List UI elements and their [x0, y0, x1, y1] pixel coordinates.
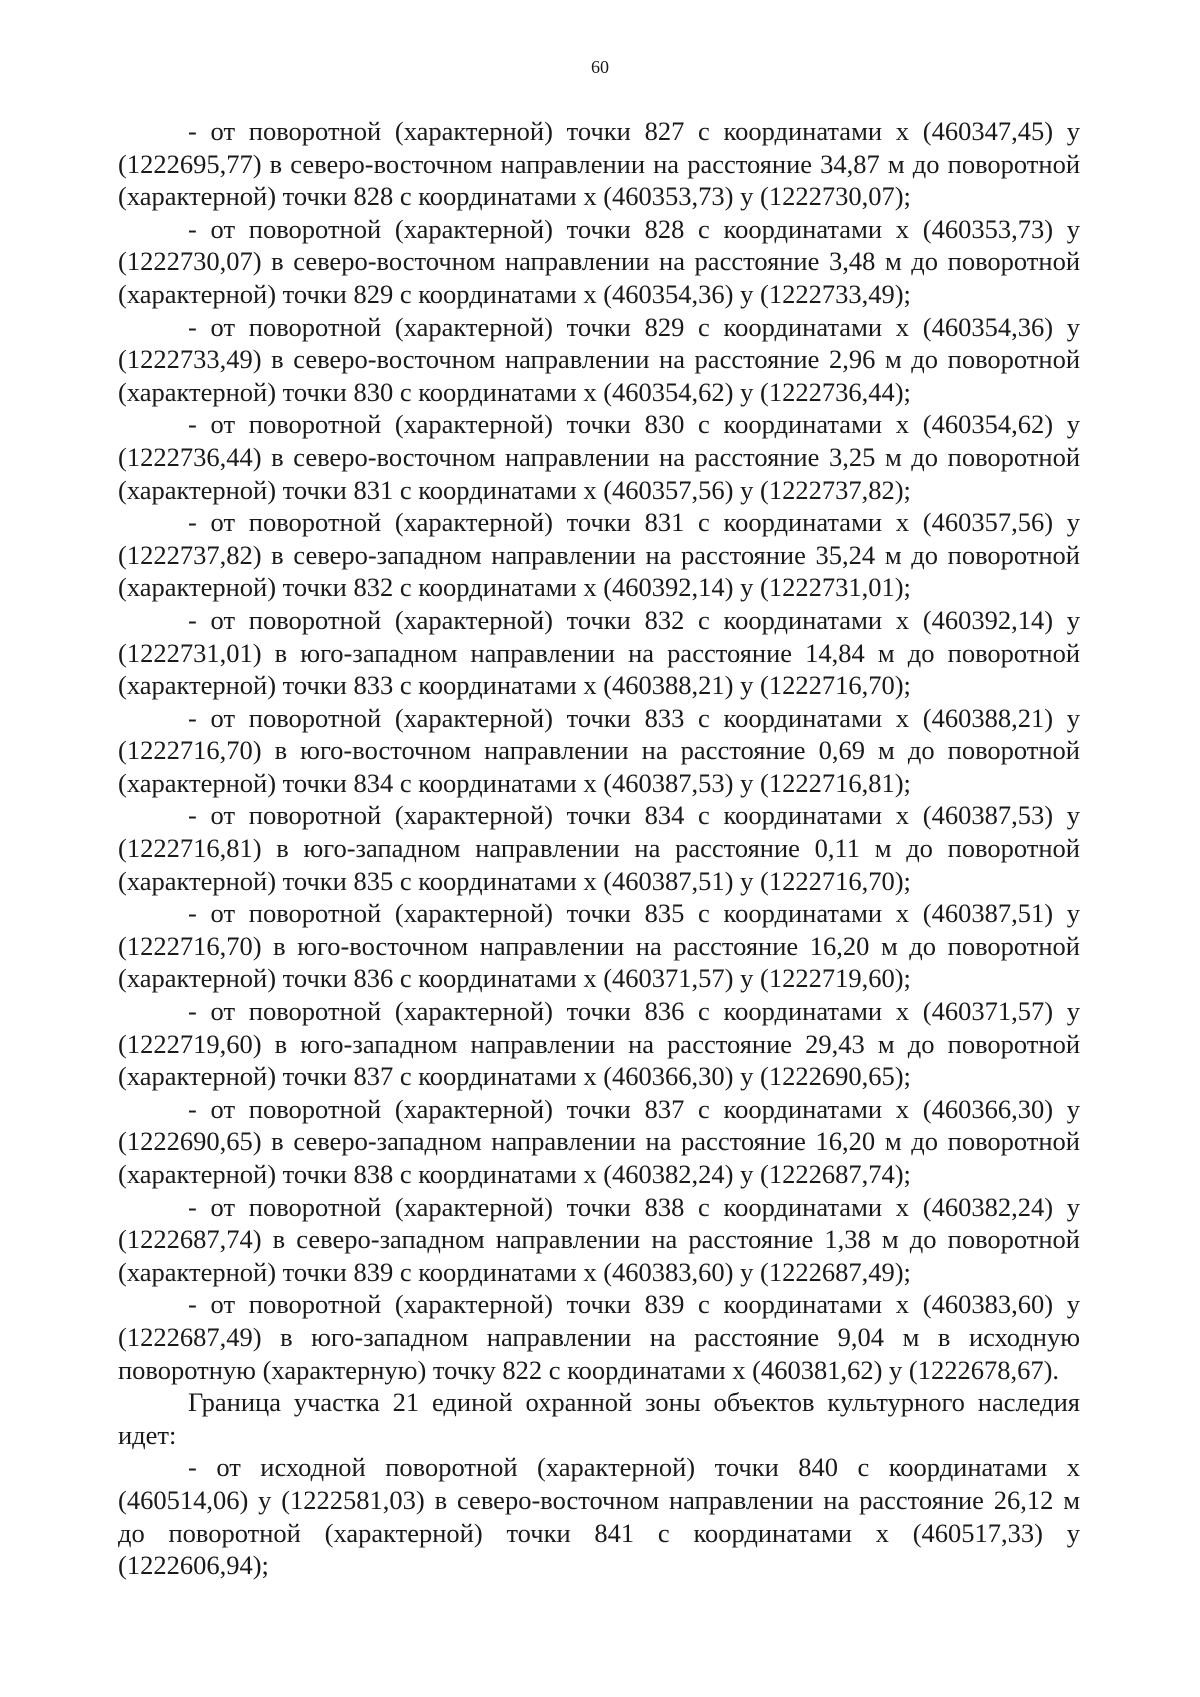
paragraph-boundary-837-838: - от поворотной (характерной) точки 837 с координатами х (460366,30) у (1222690,65) в северо-западном направлении на расстояние 16,20 м до поворотной (характерной) точки 838 с координатами х (460382,24) у (1222687,74);: [118, 1093, 1080, 1189]
paragraph-boundary-833-834: - от поворотной (характерной) точки 833 с координатами х (460388,21) у (1222716,70) в юго-восточном направлении на расстояние 0,69 м до поворотной (характерной) точки 834 с координатами х (460387,53) у (1222716,81);: [118, 702, 1080, 798]
paragraph-boundary-835-836: - от поворотной (характерной) точки 835 с координатами х (460387,51) у (1222716,70) в юго-восточном направлении на расстояние 16,20 м до поворотной (характерной) точки 836 с координатами х (460371,57) у (1222719,60);: [118, 898, 1080, 994]
paragraph-section-heading: Граница участка 21 единой охранной зоны объектов культурного наследия идет:: [118, 1387, 1080, 1450]
paragraph-boundary-830-831: - от поворотной (характерной) точки 830 с координатами х (460354,62) у (1222736,44) в северо-восточном направлении на расстояние 3,25 м до поворотной (характерной) точки 831 с координатами х (460357,56) у (1222737,82);: [118, 409, 1080, 505]
paragraph-boundary-838-839: - от поворотной (характерной) точки 838 с координатами х (460382,24) у (1222687,74) в северо-западном направлении на расстояние 1,38 м до поворотной (характерной) точки 839 с координатами х (460383,60) у (1222687,49);: [118, 1191, 1080, 1287]
paragraph-boundary-829-830: - от поворотной (характерной) точки 829 с координатами х (460354,36) у (1222733,49) в северо-восточном направлении на расстояние 2,96 м до поворотной (характерной) точки 830 с координатами х (460354,62) у (1222736,44);: [118, 311, 1080, 407]
paragraph-boundary-839-822: - от поворотной (характерной) точки 839 с координатами х (460383,60) у (1222687,49) в юго-западном направлении на расстояние 9,04 м в исходную поворотную (характерную) точку 822 с координатами х (460381,62) у (1222678,67).: [118, 1289, 1080, 1385]
paragraph-boundary-840-841: - от исходной поворотной (характерной) точки 840 с координатами х (460514,06) у (1222581,03) в северо-восточном направлении на расстояние 26,12 м до поворотной (характерной) точки 841 с координатами х (460517,33) у (1222606,94);: [118, 1452, 1080, 1581]
paragraph-boundary-828-829: - от поворотной (характерной) точки 828 с координатами х (460353,73) у (1222730,07) в северо-восточном направлении на расстояние 3,48 м до поворотной (характерной) точки 829 с координатами х (460354,36) у (1222733,49);: [118, 213, 1080, 309]
paragraph-boundary-836-837: - от поворотной (характерной) точки 836 с координатами х (460371,57) у (1222719,60) в юго-западном направлении на расстояние 29,43 м до поворотной (характерной) точки 837 с координатами х (460366,30) у (1222690,65);: [118, 996, 1080, 1092]
page-number: 60: [591, 57, 609, 77]
paragraph-boundary-832-833: - от поворотной (характерной) точки 832 с координатами х (460392,14) у (1222731,01) в юго-западном направлении на расстояние 14,84 м до поворотной (характерной) точки 833 с координатами х (460388,21) у (1222716,70);: [118, 604, 1080, 701]
paragraph-boundary-834-835: - от поворотной (характерной) точки 834 с координатами х (460387,53) у (1222716,81) в юго-западном направлении на расстояние 0,11 м до поворотной (характерной) точки 835 с координатами х (460387,51) у (1222716,70);: [118, 800, 1080, 896]
document-body: [118, 115, 1080, 1582]
paragraph-boundary-827-828: - от поворотной (характерной) точки 827 с координатами х (460347,45) у (1222695,77) в северо-восточном направлении на расстояние 34,87 м до поворотной (характерной) точки 828 с координатами х (460353,73) у (1222730,07);: [118, 116, 1080, 212]
paragraph-boundary-831-832: - от поворотной (характерной) точки 831 с координатами х (460357,56) у (1222737,82) в северо-западном направлении на расстояние 35,24 м до поворотной (характерной) точки 832 с координатами х (460392,14) у (1222731,01);: [118, 507, 1080, 603]
